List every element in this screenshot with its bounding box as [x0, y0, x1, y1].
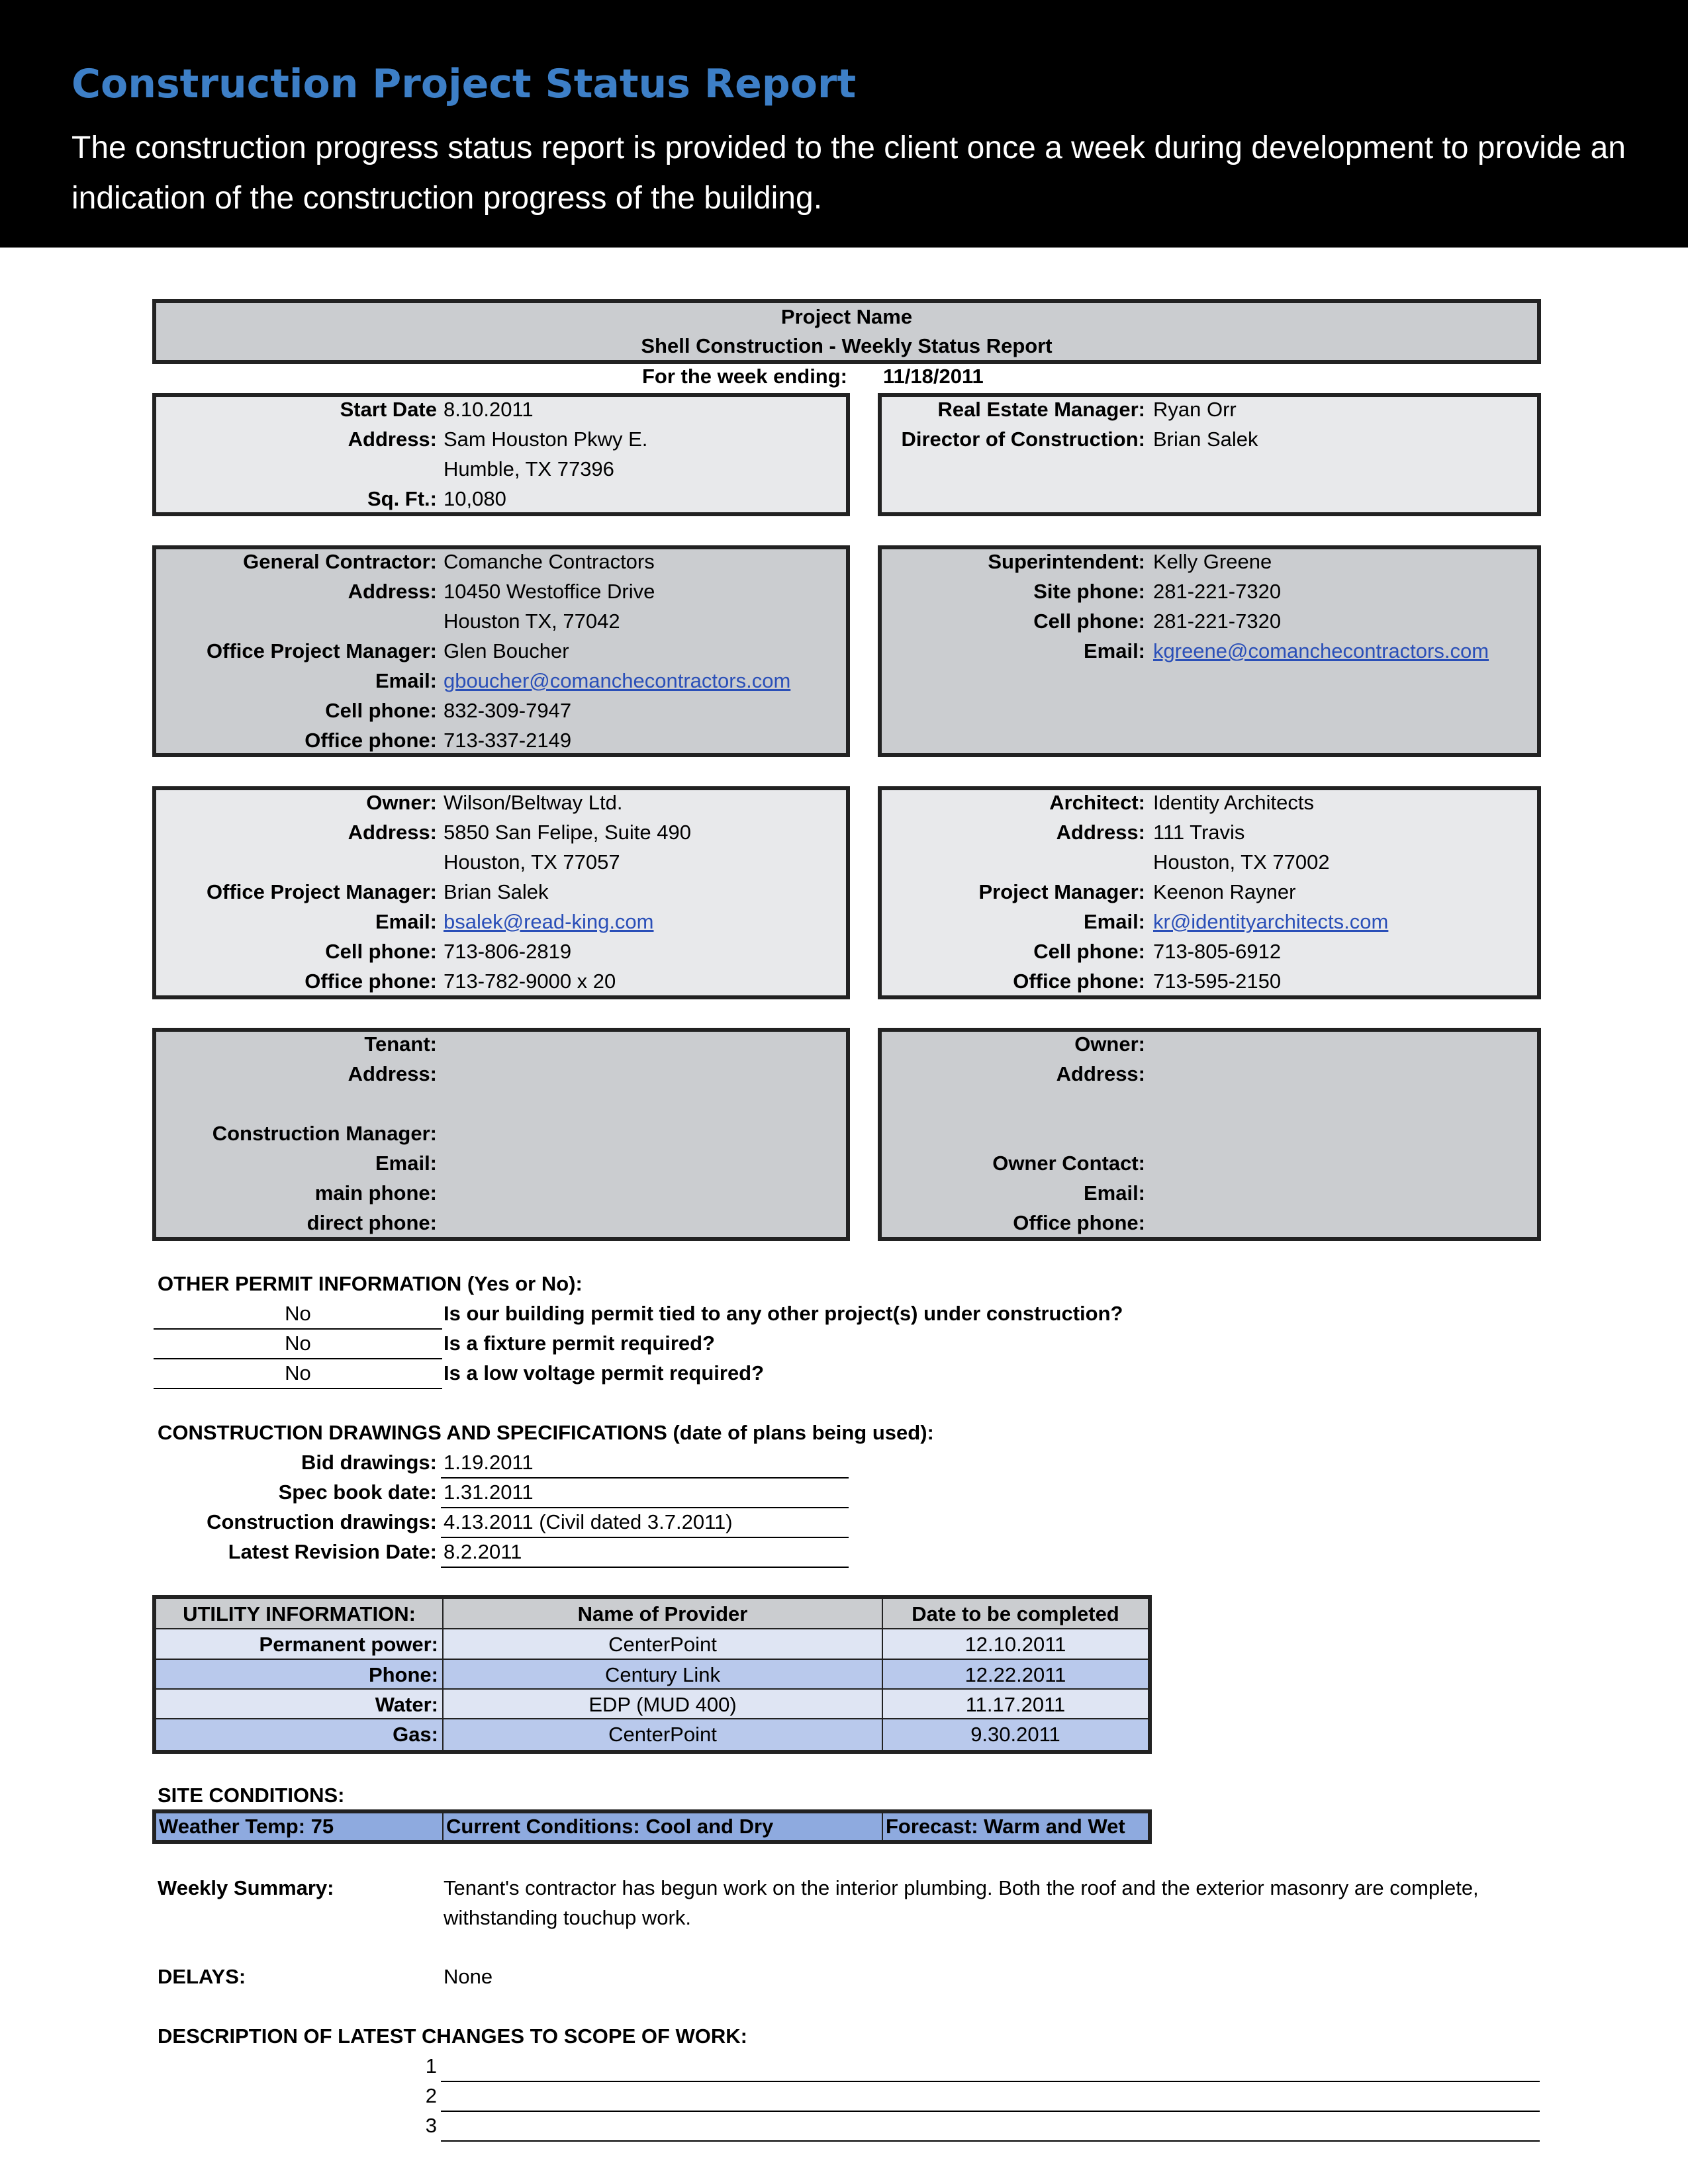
utility-row-phone-provider: Century Link: [444, 1660, 883, 1690]
permit-question-1: Is our building permit tied to any other project(s) under construction?: [444, 1302, 1123, 1325]
scope-line-1[interactable]: [441, 2081, 1540, 2082]
bid-drawings-value: 1.19.2011: [444, 1451, 534, 1474]
architect-address-value: 111 Travis: [1153, 821, 1245, 844]
tenant-label: Tenant:: [364, 1032, 437, 1056]
architect-pm-label: Project Manager:: [978, 880, 1145, 903]
gc-city-value: Houston TX, 77042: [444, 610, 620, 633]
weekly-summary-line-1: Tenant's contractor has begun work on the interior plumbing. Both the roof and the exterior masonry are complete,: [444, 1876, 1479, 1899]
forecast: Forecast: Warm and Wet: [886, 1815, 1125, 1838]
owner-address-label: Address:: [348, 821, 437, 844]
utility-row-gas-date: 9.30.2011: [883, 1719, 1149, 1750]
tenant-address-label: Address:: [348, 1062, 437, 1085]
utility-row-water-date: 11.17.2011: [883, 1690, 1149, 1719]
owner-cell-value: 713-806-2819: [444, 940, 572, 963]
permit-answer-2: No: [285, 1332, 311, 1355]
architect-address-label: Address:: [1056, 821, 1145, 844]
tenant-owner-office-label: Office phone:: [1013, 1211, 1145, 1234]
architect-label: Architect:: [1049, 791, 1145, 814]
gc-email-label: Email:: [375, 669, 437, 692]
current-conditions: Current Conditions: Cool and Dry: [444, 1813, 883, 1840]
project-name-label: Project Name: [780, 305, 913, 328]
utility-row-power-provider: CenterPoint: [444, 1629, 883, 1660]
gc-email-link[interactable]: gboucher@comanchecontractors.com: [444, 669, 791, 692]
scope-number-3: 3: [425, 2114, 437, 2137]
utility-row-power-label: Permanent power:: [156, 1629, 444, 1660]
site-sqft-value: 10,080: [444, 487, 506, 510]
architect-office-label: Office phone:: [1013, 970, 1145, 993]
gc-cell-label: Cell phone:: [325, 699, 437, 722]
gc-label: General Contractor:: [243, 550, 437, 573]
tenant-cm-label: Construction Manager:: [212, 1122, 437, 1145]
scope-line-2[interactable]: [441, 2111, 1540, 2112]
bid-drawings-label: Bid drawings:: [301, 1451, 437, 1474]
owner-cell-label: Cell phone:: [325, 940, 437, 963]
site-phone-label: Site phone:: [1033, 580, 1145, 603]
site-start-date-label: Start Date: [340, 398, 437, 421]
site-conditions-bar: [152, 1809, 1152, 1844]
latest-revision-value: 8.2.2011: [444, 1540, 522, 1563]
real-estate-manager-value: Ryan Orr: [1153, 398, 1237, 421]
permit-question-2: Is a fixture permit required?: [444, 1332, 715, 1355]
permit-question-3: Is a low voltage permit required?: [444, 1361, 765, 1385]
director-construction-value: Brian Salek: [1153, 428, 1258, 451]
scope-line-3[interactable]: [441, 2140, 1540, 2142]
tenant-main-phone-label: main phone:: [314, 1181, 437, 1205]
weekly-summary-label: Weekly Summary:: [158, 1876, 334, 1899]
architect-cell-label: Cell phone:: [1033, 940, 1145, 963]
superintendent-label: Superintendent:: [988, 550, 1145, 573]
report-title: Construction Project Status Report: [71, 61, 857, 107]
owner-email-link[interactable]: bsalek@read-king.com: [444, 910, 654, 933]
permit-heading: OTHER PERMIT INFORMATION (Yes or No):: [158, 1272, 583, 1295]
utility-row-water-label: Water:: [156, 1690, 444, 1719]
construction-drawings-value: 4.13.2011 (Civil dated 3.7.2011): [444, 1510, 733, 1533]
owner-pm-label: Office Project Manager:: [207, 880, 437, 903]
weekly-summary-line-2: withstanding touchup work.: [444, 1906, 691, 1929]
owner-city-value: Houston, TX 77057: [444, 850, 620, 874]
real-estate-manager-label: Real Estate Manager:: [937, 398, 1145, 421]
permit-answer-3: No: [285, 1361, 311, 1385]
gc-value: Comanche Contractors: [444, 550, 655, 573]
scope-heading: DESCRIPTION OF LATEST CHANGES TO SCOPE OF WORK:: [158, 2025, 747, 2048]
utility-header-date: Date to be completed: [883, 1599, 1149, 1629]
site-conditions-heading: SITE CONDITIONS:: [158, 1784, 345, 1807]
permit-answer-3-underline: [154, 1388, 442, 1389]
gc-cell-value: 832-309-7947: [444, 699, 572, 722]
spec-book-label: Spec book date:: [278, 1480, 437, 1504]
construction-drawings-label: Construction drawings:: [207, 1510, 437, 1533]
site-start-date-value: 8.10.2011: [444, 398, 534, 421]
utility-row-phone-date: 12.22.2011: [883, 1660, 1149, 1690]
owner-office-value: 713-782-9000 x 20: [444, 970, 616, 993]
architect-email-link[interactable]: kr@identityarchitects.com: [1153, 910, 1389, 933]
gc-address-value: 10450 Westoffice Drive: [444, 580, 655, 603]
latest-revision-underline: [441, 1567, 849, 1568]
scope-number-2: 2: [425, 2084, 437, 2107]
architect-office-value: 713-595-2150: [1153, 970, 1282, 993]
owner-email-label: Email:: [375, 910, 437, 933]
drawings-heading: CONSTRUCTION DRAWINGS AND SPECIFICATIONS (date of plans being used):: [158, 1421, 934, 1444]
delays-label: DELAYS:: [158, 1965, 246, 1988]
utility-header-utility: UTILITY INFORMATION:: [156, 1599, 444, 1629]
site-address-value: Sam Houston Pkwy E.: [444, 428, 648, 451]
permit-answer-1: No: [285, 1302, 311, 1325]
superintendent-value: Kelly Greene: [1153, 550, 1272, 573]
gc-address-label: Address:: [348, 580, 437, 603]
gc-pm-label: Office Project Manager:: [207, 639, 437, 662]
tenant-owner-email-label: Email:: [1083, 1181, 1145, 1205]
tenant-email-label: Email:: [375, 1152, 437, 1175]
week-ending-value: 11/18/2011: [883, 365, 984, 388]
owner-value: Wilson/Beltway Ltd.: [444, 791, 623, 814]
project-name-value: Shell Construction - Weekly Status Report: [641, 334, 1053, 357]
utility-header-provider: Name of Provider: [444, 1599, 883, 1629]
utility-row-water-provider: EDP (MUD 400): [444, 1690, 883, 1719]
architect-value: Identity Architects: [1153, 791, 1314, 814]
super-cell-label: Cell phone:: [1033, 610, 1145, 633]
site-city-value: Humble, TX 77396: [444, 457, 614, 480]
tenant-owner-address-label: Address:: [1056, 1062, 1145, 1085]
site-phone-value: 281-221-7320: [1153, 580, 1282, 603]
gc-office-label: Office phone:: [305, 729, 437, 752]
utility-row-power-date: 12.10.2011: [883, 1629, 1149, 1660]
week-ending-label: For the week ending:: [641, 365, 847, 388]
owner-address-value: 5850 San Felipe, Suite 490: [444, 821, 691, 844]
utility-table: [152, 1595, 1152, 1754]
architect-cell-value: 713-805-6912: [1153, 940, 1282, 963]
weather-temp: Weather Temp: 75: [156, 1813, 444, 1840]
tenant-owner-label: Owner:: [1074, 1032, 1145, 1056]
director-construction-label: Director of Construction:: [901, 428, 1145, 451]
scope-number-1: 1: [425, 2054, 437, 2077]
site-sqft-label: Sq. Ft.:: [367, 487, 437, 510]
architect-pm-value: Keenon Rayner: [1153, 880, 1296, 903]
owner-office-label: Office phone:: [305, 970, 437, 993]
owner-label: Owner:: [366, 791, 437, 814]
gc-pm-value: Glen Boucher: [444, 639, 569, 662]
architect-city-value: Houston, TX 77002: [1153, 850, 1330, 874]
utility-row-gas-provider: CenterPoint: [444, 1719, 883, 1750]
utility-row-phone-label: Phone:: [156, 1660, 444, 1690]
site-address-label: Address:: [348, 428, 437, 451]
owner-pm-value: Brian Salek: [444, 880, 549, 903]
gc-office-value: 713-337-2149: [444, 729, 572, 752]
owner-contact-label: Owner Contact:: [992, 1152, 1145, 1175]
tenant-direct-phone-label: direct phone:: [306, 1211, 437, 1234]
super-email-label: Email:: [1083, 639, 1145, 662]
utility-row-gas-label: Gas:: [156, 1719, 444, 1750]
spec-book-value: 1.31.2011: [444, 1480, 534, 1504]
architect-email-label: Email:: [1083, 910, 1145, 933]
latest-revision-label: Latest Revision Date:: [228, 1540, 437, 1563]
super-cell-value: 281-221-7320: [1153, 610, 1282, 633]
super-email-link[interactable]: kgreene@comanchecontractors.com: [1153, 639, 1489, 662]
delays-value: None: [444, 1965, 493, 1988]
report-subtitle: The construction progress status report is provided to the client once a week during development to provide an indication of the construction progress of the building.: [71, 130, 1626, 216]
